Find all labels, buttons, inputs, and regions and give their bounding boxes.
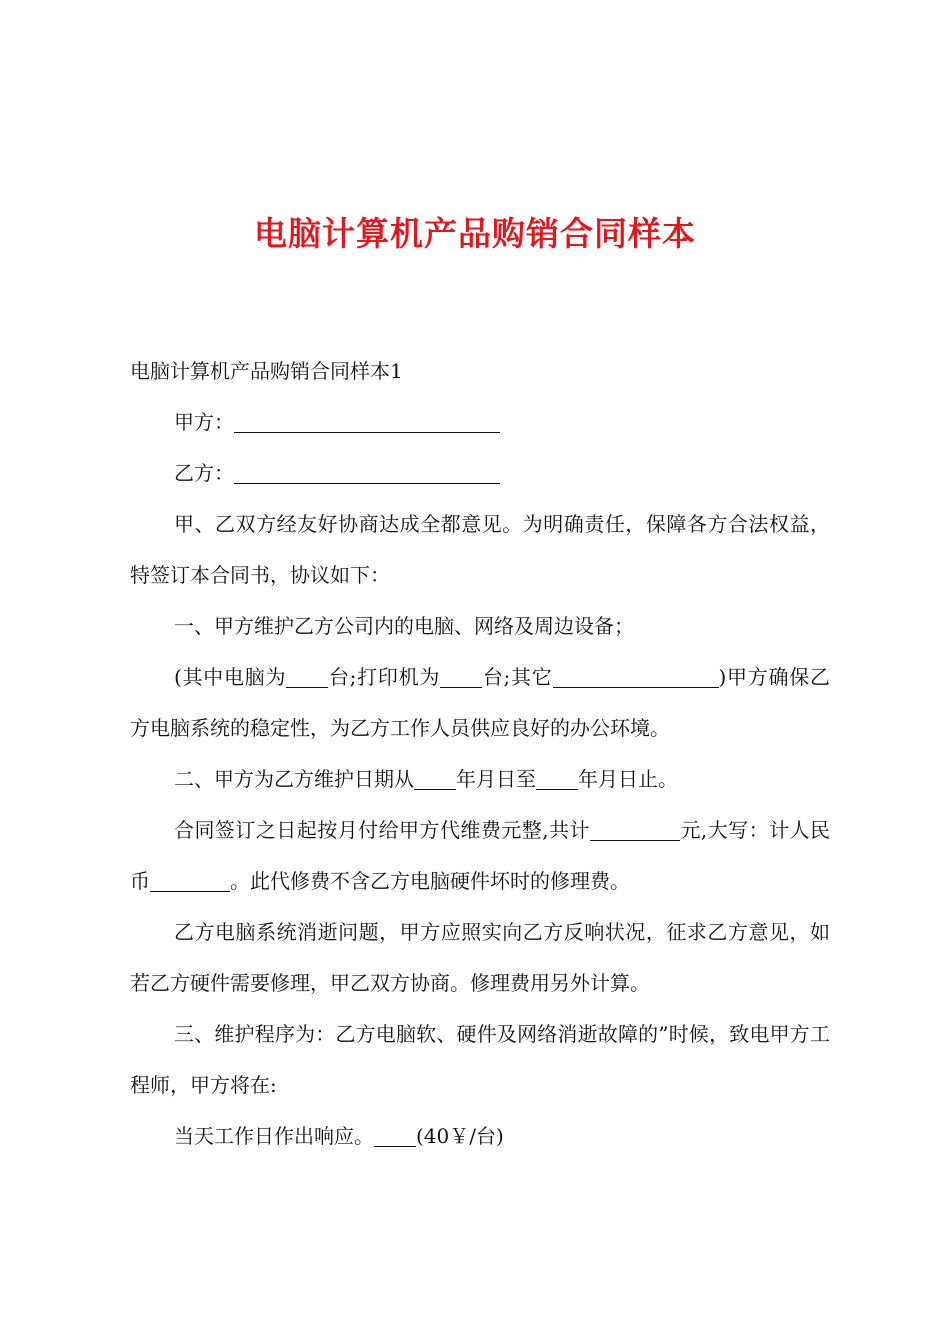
party-b-line	[130, 448, 830, 499]
party-a-line	[130, 397, 830, 448]
clause-2-text: 年月日止。	[578, 767, 678, 791]
clause-2	[130, 754, 830, 805]
start-year-blank	[414, 769, 456, 790]
document-body	[130, 346, 830, 1162]
total-amount-blank	[590, 820, 680, 841]
payment-text: 元,大写：计人民币	[130, 818, 831, 893]
clause-1: 一、甲方维护乙方公司内的电脑、网络及周边设备；	[174, 614, 634, 638]
other-equipment-blank	[553, 667, 719, 688]
amount-in-words-blank	[150, 871, 230, 892]
payment-text: 合同签订之日起按月付给甲方代维费元整,共计	[174, 818, 590, 842]
section-heading: 电脑计算机产品购销合同样本1	[130, 359, 403, 383]
response-text: 当天工作日作出响应。	[174, 1124, 374, 1148]
clause-1-detail-text: )甲方确保乙方电脑系统的稳定性，为乙方工作人员供应良好的办公环境。	[130, 665, 830, 740]
party-b-label: 乙方：	[174, 461, 234, 485]
problem-paragraph: 乙方电脑系统消逝问题，甲方应照实向乙方反响状况，征求乙方意见，如若乙方硬件需要修理，甲乙双方协商。修理费用另外计算。	[130, 920, 830, 995]
payment-text: 。此代修费不含乙方电脑硬件坏时的修理费。	[230, 869, 630, 893]
party-a-label: 甲方：	[174, 410, 234, 434]
party-a-blank	[234, 412, 500, 433]
intro-paragraph: 甲、乙双方经友好协商达成全都意见。为明确责任，保障各方合法权益，特签订本合同书，协议如下：	[130, 512, 830, 587]
clause-1-detail-text: 台;其它	[482, 665, 553, 689]
response-rate: (40￥/台)	[416, 1124, 504, 1148]
party-b-blank	[234, 463, 500, 484]
computer-count-blank	[286, 667, 328, 688]
clause-1-detail	[130, 652, 830, 754]
response-line	[130, 1111, 830, 1162]
end-year-blank	[536, 769, 578, 790]
response-blank	[374, 1126, 416, 1147]
printer-count-blank	[440, 667, 482, 688]
payment-paragraph	[130, 805, 830, 907]
clause-1-detail-text: (其中电脑为	[174, 665, 287, 689]
document-title: 电脑计算机产品购销合同样本	[254, 214, 696, 253]
clause-3: 三、维护程序为：乙方电脑软、硬件及网络消逝故障的”时候，致电甲方工程师，甲方将在:	[130, 1022, 830, 1097]
clause-2-text: 年月日至	[456, 767, 536, 791]
clause-1-detail-text: 台;打印机为	[328, 665, 441, 689]
clause-2-text: 二、甲方为乙方维护日期从	[174, 767, 414, 791]
